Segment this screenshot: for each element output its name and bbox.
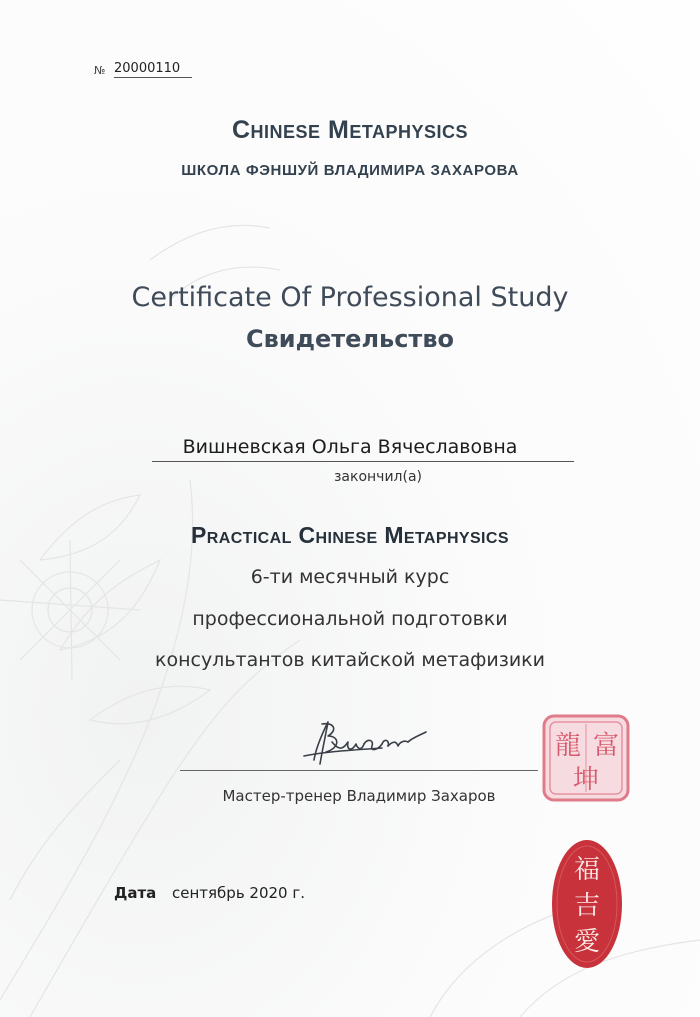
square-seal <box>538 710 634 806</box>
course-name: Practical Chinese Metaphysics <box>191 522 509 548</box>
svg-text:坤: 坤 <box>572 765 600 795</box>
date-value: сентябрь 2020 г. <box>172 884 306 902</box>
svg-text:福: 福 <box>573 855 601 885</box>
certificate-number: 20000110 <box>114 61 192 78</box>
certificate-title-english: Certificate Of Professional Study <box>131 282 569 313</box>
school-subtitle: ШКОЛА ФЭНШУЙ ВЛАДИМИРА ЗАХАРОВА <box>181 162 519 179</box>
svg-text:富: 富 <box>592 731 620 761</box>
course-description-line: 6-ти месячный курс <box>250 566 450 588</box>
svg-text:龍: 龍 <box>554 731 582 761</box>
recipient-name-underline <box>152 461 574 462</box>
certificate-number-label: № <box>94 64 106 77</box>
svg-text:愛: 愛 <box>573 927 601 957</box>
recipient-name: Вишневская Ольга Вячеславовна <box>182 436 518 458</box>
trainer-name: Мастер-тренер Владимир Захаров <box>222 787 496 805</box>
brand-title: Chinese Metaphysics <box>231 116 469 144</box>
date-label: Дата <box>114 884 157 902</box>
course-description-line: консультантов китайской метафизики <box>154 649 546 671</box>
handwritten-signature <box>292 712 432 772</box>
oval-seal <box>548 836 626 972</box>
signature-line <box>180 770 538 771</box>
course-description-line: профессиональной подготовки <box>192 608 508 630</box>
certificate-title-russian: Свидетельство <box>245 325 455 353</box>
recipient-caption: закончил(а) <box>333 469 423 485</box>
svg-text:吉: 吉 <box>573 891 601 921</box>
